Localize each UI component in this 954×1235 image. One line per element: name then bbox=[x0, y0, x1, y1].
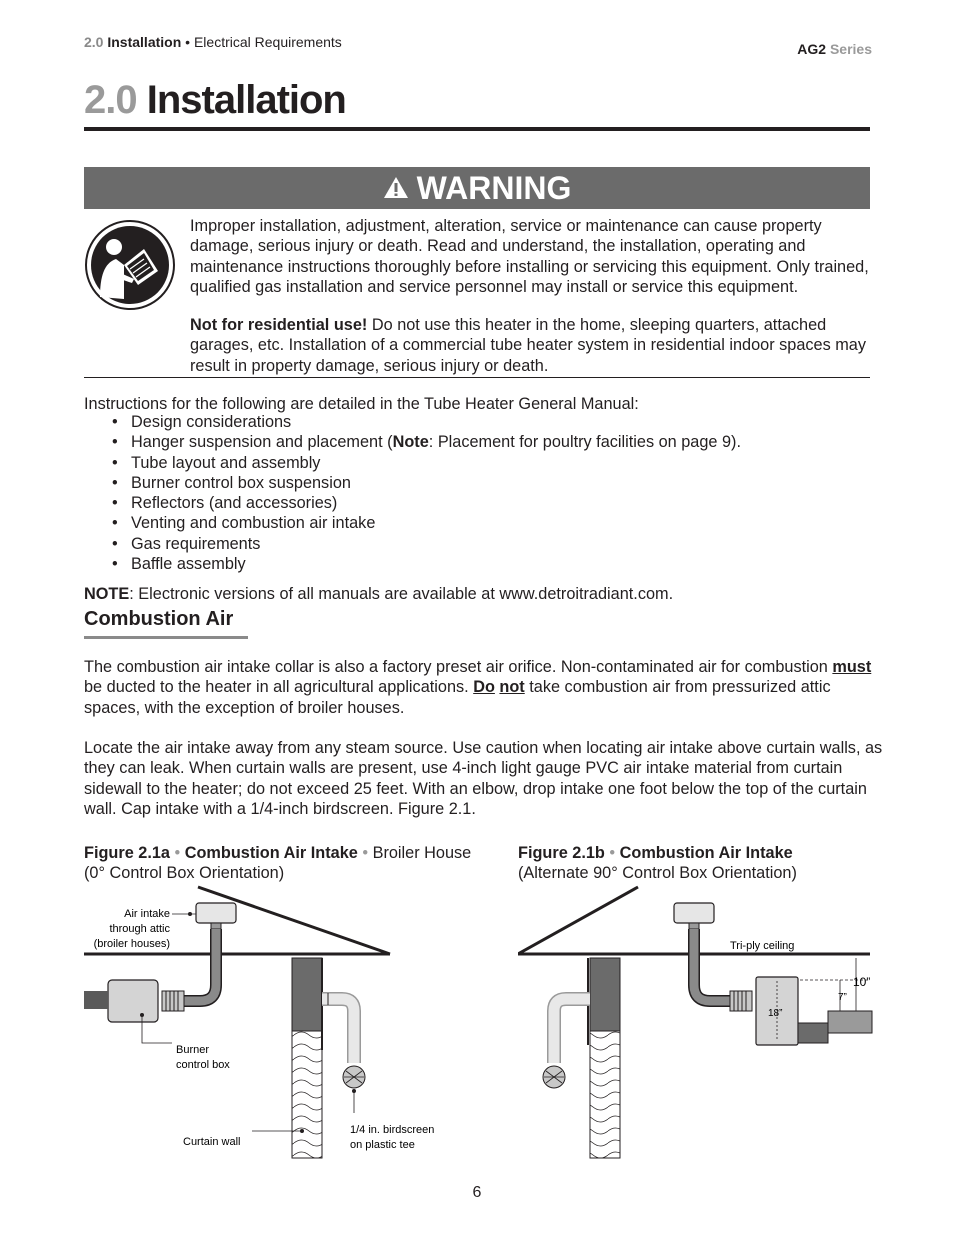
text-run: The combustion air intake collar is also a factory preset air orifice. Non-contaminated air for combustion bbox=[84, 658, 833, 676]
figure-a-title: Combustion Air Intake bbox=[184, 844, 358, 862]
page-title-text: Installation bbox=[146, 78, 346, 122]
wall-header bbox=[292, 958, 322, 1031]
figure-a-caption bbox=[84, 843, 504, 884]
combustion-paragraph-2: Locate the air intake away from any steam source. Use caution when locating air intake above curtain walls, as they can leak. When curtain walls are present, use 4-inch light gauge PVC air intake material from curtain sidewall to the heater; do not exceed 25 feet. With an elbow, drop intake one foot below the top of the curtain wall. Cap intake with a 1/4-inch birdscreen. Figure 2.1. bbox=[84, 739, 883, 818]
figure-a-diagram bbox=[84, 885, 484, 1165]
instructions-intro: Instructions for the following are detailed in the Tube Heater General Manual: bbox=[84, 395, 639, 413]
series-name: AG2 bbox=[797, 41, 827, 57]
roof-line bbox=[518, 887, 638, 954]
manuals-note-label: NOTE bbox=[84, 585, 130, 603]
page-title bbox=[84, 78, 346, 123]
list-item-text: Gas requirements bbox=[131, 534, 261, 553]
instructions-list bbox=[112, 412, 741, 574]
list-item bbox=[112, 554, 741, 574]
page-title-number: 2.0 bbox=[84, 78, 137, 122]
dimension-7: 7” bbox=[838, 992, 847, 1003]
burner-control-box bbox=[108, 980, 158, 1022]
residential-warning bbox=[190, 315, 880, 376]
warning-banner bbox=[84, 167, 870, 209]
callout-air-intake-2: through attic bbox=[109, 923, 170, 935]
roof-intake-tee bbox=[196, 903, 236, 923]
manuals-note-text: : Electronic versions of all manuals are available at www.detroitradiant.com. bbox=[129, 585, 674, 603]
breadcrumb-section-number: 2.0 bbox=[84, 34, 104, 50]
callout-burner: Burner bbox=[176, 1044, 210, 1056]
warning-triangle-icon bbox=[383, 167, 409, 209]
callout-air-intake-3: (broiler houses) bbox=[93, 938, 170, 950]
caption-separator: • bbox=[362, 844, 369, 862]
list-item bbox=[112, 473, 741, 493]
list-item bbox=[112, 513, 741, 533]
figure-b-orientation: (Alternate 90° Control Box Orientation) bbox=[518, 864, 797, 883]
text-run: take combustion air from pressurized attic spaces, with the exception of broiler houses. bbox=[84, 678, 831, 717]
breadcrumb-separator: • bbox=[185, 34, 191, 50]
warning-bottom-rule bbox=[84, 377, 870, 378]
warning-paragraph: Improper installation, adjustment, alteration, service or maintenance can cause property damage, serious injury or death. Read and understand, the installation, operating and maintenance instructions thoroughly before installing or servicing this equipment. Only trained, qualified gas installation and service personnel may install or service this equipment. bbox=[190, 217, 869, 296]
residential-warning-text: Do not use this heater in the home, sleeping quarters, attached garages, etc. Installation of a commercial tube heater system in residential indoor spaces may result in property damage, serious injury or death. bbox=[190, 316, 867, 375]
list-item-text: Venting and combustion air intake bbox=[131, 514, 376, 533]
callout-burner-2: control box bbox=[176, 1059, 230, 1071]
list-item-note-text: : Placement for poultry facilities on page 9). bbox=[428, 433, 741, 452]
callout-birdscreen-2: on plastic tee bbox=[350, 1139, 415, 1151]
residential-warning-lead: Not for residential use! bbox=[190, 316, 368, 334]
caption-separator: • bbox=[174, 844, 181, 862]
figure-a-orientation: (0° Control Box Orientation) bbox=[84, 864, 285, 883]
list-item bbox=[112, 432, 741, 452]
title-rule bbox=[84, 127, 870, 131]
figure-a-subtitle: Broiler House bbox=[372, 844, 472, 862]
list-item bbox=[112, 534, 741, 554]
caption-separator: • bbox=[609, 844, 616, 862]
breadcrumb-section: Installation bbox=[107, 34, 182, 50]
warning-label: WARNING bbox=[416, 170, 572, 206]
list-item bbox=[112, 412, 741, 432]
combustion-paragraph-1 bbox=[84, 657, 884, 718]
figure-b-diagram bbox=[518, 885, 873, 1165]
callout-air-intake: Air intake bbox=[124, 908, 170, 920]
emphasis-not: not bbox=[499, 678, 525, 697]
series-suffix: Series bbox=[829, 41, 872, 57]
read-manual-icon bbox=[84, 219, 176, 316]
callout-ceiling: Tri-ply ceiling bbox=[730, 940, 795, 952]
figure-b-title: Combustion Air Intake bbox=[619, 844, 793, 862]
roof-intake-tee bbox=[674, 903, 714, 923]
callout-curtain-wall: Curtain wall bbox=[183, 1136, 241, 1148]
emphasis-do: Do bbox=[473, 678, 495, 697]
wall-header bbox=[590, 958, 620, 1031]
figure-b-caption bbox=[518, 843, 878, 884]
callout-birdscreen: 1/4 in. birdscreen bbox=[350, 1124, 435, 1136]
text-run: be ducted to the heater in all agricultural applications. bbox=[84, 678, 474, 697]
list-item-text: Tube layout and assembly bbox=[131, 453, 321, 472]
breadcrumb bbox=[84, 34, 342, 50]
section-heading-rule bbox=[84, 636, 248, 639]
list-item bbox=[112, 493, 741, 513]
breadcrumb-subsection: Electrical Requirements bbox=[193, 34, 342, 50]
dimension-10: 10” bbox=[853, 975, 871, 989]
heater-tube bbox=[828, 1011, 872, 1033]
emphasis-must: must bbox=[832, 658, 872, 676]
heater-tube bbox=[84, 991, 108, 1009]
manuals-note bbox=[84, 584, 884, 604]
list-item-note-label: Note bbox=[392, 433, 429, 452]
series-label bbox=[797, 41, 872, 57]
dimension-18: 18” bbox=[768, 1008, 783, 1019]
list-item-text: Burner control box suspension bbox=[131, 473, 351, 492]
list-item-text: Baffle assembly bbox=[131, 555, 246, 574]
section-heading: Combustion Air bbox=[84, 608, 234, 630]
list-item-text: Hanger suspension and placement ( bbox=[131, 433, 393, 452]
list-item-text: Design considerations bbox=[131, 413, 292, 431]
page-number: 6 bbox=[472, 1184, 482, 1201]
figure-a-label: Figure 2.1a bbox=[84, 844, 170, 862]
list-item-text: Reflectors (and accessories) bbox=[131, 494, 338, 513]
list-item bbox=[112, 453, 741, 473]
figure-b-label: Figure 2.1b bbox=[518, 844, 605, 862]
